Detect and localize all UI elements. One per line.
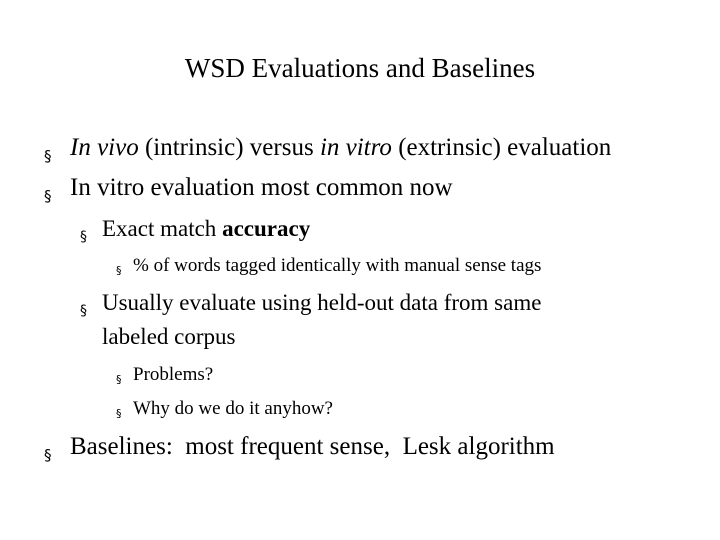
slide-title: WSD Evaluations and Baselines xyxy=(184,53,536,83)
bullet-item-exact-match xyxy=(80,212,700,246)
bullet-item-text xyxy=(70,133,611,163)
bullet-item-text: Baselines: most frequent sense, Lesk algorithm xyxy=(70,433,555,460)
bullet-item-baselines xyxy=(44,432,704,462)
plain-text: Exact match xyxy=(102,216,223,241)
bullet-square-icon: § xyxy=(116,373,122,386)
bullet-square-icon: § xyxy=(116,264,122,277)
bullet-square-icon: § xyxy=(44,187,52,205)
bullet-item-in-vitro xyxy=(44,173,704,203)
plain-text: (extrinsic) evaluation xyxy=(391,134,612,161)
bullet-item-why xyxy=(116,397,516,421)
plain-text: (intrinsic) versus xyxy=(138,134,320,161)
emphasis-text: in vitro xyxy=(319,134,392,161)
bullet-item-problems xyxy=(116,363,516,387)
bullet-item-text: Problems? xyxy=(133,364,214,385)
bullet-item-text: Usually evaluate using held-out data from same xyxy=(102,290,542,315)
bullet-item-text: Why do we do it anyhow? xyxy=(133,398,333,419)
emphasis-text: In vivo xyxy=(70,134,139,161)
bullet-square-icon: § xyxy=(80,229,87,245)
bullet-square-icon: § xyxy=(116,407,122,420)
bullet-item-in-vivo xyxy=(44,133,704,163)
bullet-item-text xyxy=(102,212,310,246)
bullet-item-held-out xyxy=(80,286,700,354)
bullet-square-icon: § xyxy=(44,446,52,464)
bullet-item-text-continued: labeled corpus xyxy=(102,324,236,349)
bullet-square-icon: § xyxy=(44,147,52,165)
bullet-square-icon: § xyxy=(80,303,87,319)
bullet-item-text: In vitro evaluation most common now xyxy=(70,174,453,201)
bullet-item-percent-tagged xyxy=(116,254,706,278)
bold-text: accuracy xyxy=(222,216,311,241)
bullet-item-text: % of words tagged identically with manual sense tags xyxy=(133,255,542,276)
